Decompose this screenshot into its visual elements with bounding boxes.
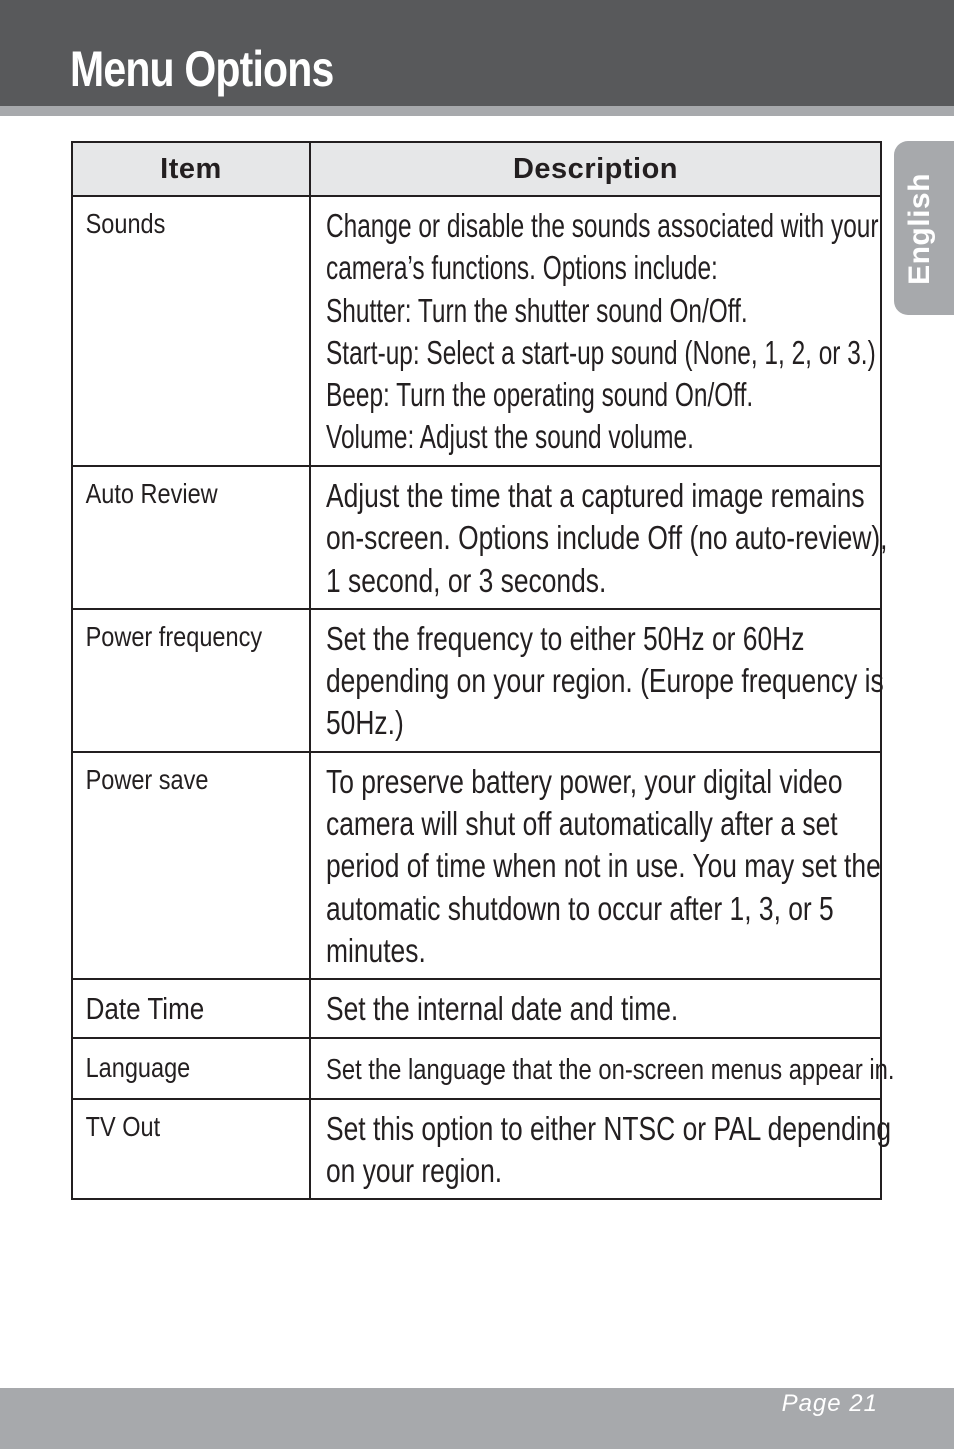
description-line: To preserve battery power, your digital video bbox=[326, 762, 843, 800]
item-description bbox=[311, 980, 926, 1036]
item-name: Date Time bbox=[85, 991, 205, 1027]
column-header-description: Description bbox=[310, 142, 881, 196]
table-row bbox=[72, 196, 881, 466]
description-line: camera’s functions. Options include: bbox=[326, 249, 718, 287]
description-line: Volume: Adjust the sound volume. bbox=[326, 418, 694, 456]
description-line: minutes. bbox=[326, 932, 426, 970]
description-line: Adjust the time that a captured image remains bbox=[326, 477, 865, 514]
item-description bbox=[311, 1039, 926, 1097]
description-line: period of time when not in use. You may set the bbox=[326, 847, 881, 885]
description-line: on-screen. Options include Off (no auto-review), bbox=[326, 519, 888, 557]
item-name: Sounds bbox=[85, 208, 166, 239]
item-description bbox=[311, 753, 926, 978]
description-line: depending on your region. (Europe frequency is bbox=[326, 662, 884, 700]
description-line: on your region. bbox=[326, 1151, 503, 1189]
table-row bbox=[72, 752, 881, 979]
description-line: Beep: Turn the operating sound On/Off. bbox=[326, 376, 754, 414]
description-line: Shutter: Turn the shutter sound On/Off. bbox=[326, 291, 748, 329]
item-name: Auto Review bbox=[85, 478, 218, 509]
item-name: Language bbox=[85, 1052, 191, 1084]
header-rule bbox=[0, 106, 954, 116]
description-line: Set this option to either NTSC or PAL depending bbox=[326, 1109, 891, 1147]
description-line: Set the internal date and time. bbox=[326, 990, 679, 1028]
page-number: Page 21 bbox=[781, 1390, 878, 1417]
table-row bbox=[72, 1038, 881, 1098]
item-name: Power save bbox=[85, 763, 209, 795]
table-row bbox=[72, 609, 881, 752]
language-tab-label: English bbox=[903, 173, 936, 285]
item-name: Power frequency bbox=[85, 620, 263, 652]
table-row bbox=[72, 1099, 881, 1200]
table-row bbox=[72, 466, 881, 609]
item-description bbox=[311, 197, 926, 465]
description-line: Start-up: Select a start-up sound (None, 1, 2, or 3.) bbox=[326, 333, 876, 371]
item-description bbox=[311, 467, 926, 608]
description-line: Set the language that the on-screen menus appear in. bbox=[326, 1054, 895, 1087]
description-line: 50Hz.) bbox=[326, 704, 404, 742]
page-title: Menu Options bbox=[70, 41, 334, 97]
item-name: TV Out bbox=[85, 1110, 161, 1142]
item-description bbox=[311, 610, 926, 751]
table-row bbox=[72, 979, 881, 1038]
description-line: 1 second, or 3 seconds. bbox=[326, 561, 607, 599]
item-description bbox=[311, 1100, 926, 1199]
description-line: camera will shut off automatically after a set bbox=[326, 805, 838, 843]
column-header-item: Item bbox=[72, 142, 310, 196]
menu-options-table bbox=[71, 141, 895, 1200]
description-line: Change or disable the sounds associated with your bbox=[326, 207, 879, 244]
description-line: Set the frequency to either 50Hz or 60Hz bbox=[326, 619, 805, 657]
table-header-row bbox=[72, 142, 881, 196]
description-line: automatic shutdown to occur after 1, 3, or 5 bbox=[326, 889, 834, 927]
